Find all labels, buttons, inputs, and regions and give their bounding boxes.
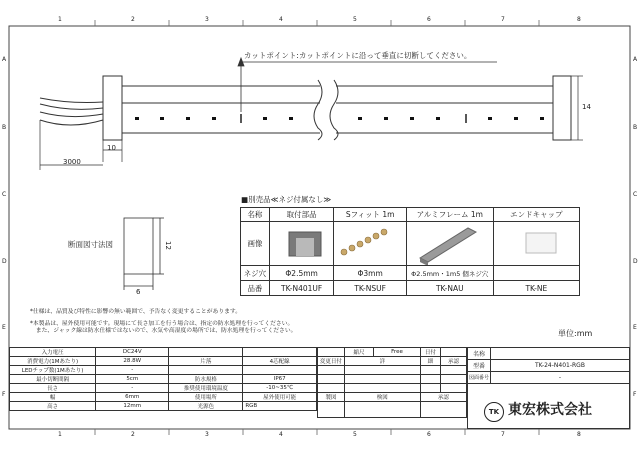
section-height-label: 12 (163, 241, 172, 250)
rev-cell: 変更日付 (318, 357, 345, 366)
rev-cell (441, 348, 467, 357)
rev-cell: 承認 (420, 393, 466, 402)
col-label: 6 (427, 16, 431, 23)
rev-cell: 日付 (420, 348, 440, 357)
spec-cell: 4芯配線 (243, 357, 317, 366)
col-label: 6 (427, 431, 431, 438)
note-line: *仕様は、品質及び特性に影響の無い範囲で、予告なく変更することがあります。 (30, 309, 242, 315)
row-label: D (2, 258, 7, 265)
model-label: 型番 (468, 360, 491, 372)
col-label: 8 (577, 16, 581, 23)
row-label: D (633, 258, 638, 265)
row-label: B (2, 124, 7, 131)
rev-cell: 検図 (344, 393, 420, 402)
dim-cap-label: 10 (107, 144, 116, 152)
col-label: 7 (501, 431, 505, 438)
unit-label: 単位:mm (558, 329, 593, 338)
spec-cell: 推奨使用環境温度 (169, 384, 243, 393)
table-cell: TK-NAU (406, 281, 493, 296)
spec-cell: 5cm (96, 375, 169, 384)
spec-cell: 入力電圧 (10, 348, 96, 357)
row-label: E (633, 324, 637, 331)
spec-cell: 防水規格 (169, 375, 243, 384)
spec-cell: 高さ (10, 402, 96, 411)
note-line: *本製品は、屋外使用可能です。現場にて長さ加工を行う場合は、指定の防水処理を行ってください。 (30, 321, 294, 327)
section-title: 断面図寸法図 (68, 240, 113, 249)
cut-leader (238, 58, 497, 112)
spec-cell: 長さ (10, 384, 96, 393)
accessories-title: ■別売品≪ネジ付属なし≫ (241, 195, 332, 204)
dim-lead-label: 3000 (63, 158, 81, 166)
col-label: 5 (353, 431, 357, 438)
rev-cell: 詳 (344, 357, 420, 366)
led-strip (40, 76, 571, 140)
spec-cell: 6mm (96, 393, 169, 402)
drawing-no-value: - (490, 372, 629, 384)
row-label: A (633, 56, 638, 63)
rev-cell (318, 348, 345, 357)
spec-cell: RGB (243, 402, 317, 411)
spec-cell: 28.8W (96, 357, 169, 366)
section-width-label: 6 (136, 288, 141, 296)
header-cell: 名称 (241, 208, 270, 222)
header-cell: アルミフレーム 1m (406, 208, 493, 222)
spec-cell (169, 348, 243, 357)
table-cell: Φ2.5mm (269, 266, 334, 281)
led-chips (135, 117, 544, 120)
spec-cell: 光源色 (169, 402, 243, 411)
table-cell: TK-NSUF (334, 281, 407, 296)
col-label: 8 (577, 431, 581, 438)
drawing-no-label: 図面番号 (468, 372, 491, 384)
table-cell: TK-NE (493, 281, 579, 296)
row-label: A (2, 56, 7, 63)
spec-cell: LEDチップ数(1Mあたり) (10, 366, 96, 375)
row-label: E (2, 324, 6, 331)
note-line: また、ジャック線は防水仕様ではないので、水気や高湿度の場所では、防水処理を行ってください。 (30, 328, 297, 334)
section-drawing (124, 218, 164, 290)
col-label: 1 (58, 16, 62, 23)
spec-cell: IP67 (243, 375, 317, 384)
col-label: 2 (131, 431, 135, 438)
spec-cell (243, 366, 317, 375)
row-label: F (2, 391, 6, 398)
model-value: TK-24-N401-RGB (490, 360, 629, 372)
spec-cell: 最小切断間隔 (10, 375, 96, 384)
spec-cell: DC24V (96, 348, 169, 357)
rev-cell: 細 (420, 357, 440, 366)
col-label: 3 (205, 16, 209, 23)
header-cell: Sフィット 1m (334, 208, 407, 222)
col-label: 1 (58, 431, 62, 438)
header-cell: エンドキャップ (493, 208, 579, 222)
image-cell (406, 222, 493, 266)
spec-table (9, 347, 317, 411)
company-logo: TK (484, 402, 504, 422)
revision-table (317, 347, 467, 418)
company-name: 東宏株式会社 (508, 402, 592, 418)
cut-point-note: カットポイント:カットポイントに沿って垂直に切断してください。 (244, 51, 472, 60)
dim-height-label: 14 (582, 103, 591, 111)
rev-cell: 縮尺 (344, 348, 374, 357)
row-label: 品番 (241, 281, 270, 296)
spec-cell: - (96, 384, 169, 393)
col-label: 5 (353, 16, 357, 23)
col-label: 4 (279, 431, 283, 438)
spec-cell: - (96, 366, 169, 375)
image-cell (269, 222, 334, 266)
table-cell: Φ3mm (334, 266, 407, 281)
col-label: 2 (131, 16, 135, 23)
spec-cell: 幅 (10, 393, 96, 402)
col-label: 3 (205, 431, 209, 438)
header-cell: 取付部品 (269, 208, 334, 222)
table-cell: TK-N401UF (269, 281, 334, 296)
row-label: B (633, 124, 638, 131)
col-label: 7 (501, 16, 505, 23)
spec-cell: 屋外使用可能 (243, 393, 317, 402)
name-value (490, 348, 629, 360)
table-cell (493, 266, 579, 281)
spec-cell: 片落 (169, 357, 243, 366)
row-label: C (2, 191, 7, 198)
rev-cell: 製図 (318, 393, 345, 402)
spec-cell (169, 366, 243, 375)
row-label: F (633, 391, 637, 398)
col-label: 4 (279, 16, 283, 23)
rev-cell: Free (374, 348, 420, 357)
spec-cell (243, 348, 317, 357)
row-label: 画像 (241, 222, 270, 266)
image-cell (334, 222, 407, 266)
row-label: ネジ穴 (241, 266, 270, 281)
cut-points (241, 114, 466, 123)
spec-cell: 使用場所 (169, 393, 243, 402)
spec-cell: 消費電力(1Mあたり) (10, 357, 96, 366)
row-label: C (633, 191, 638, 198)
table-cell: Φ2.5mm・1m5 個ネジ穴 (406, 266, 493, 281)
name-label: 名称 (468, 348, 491, 360)
accessories-table (240, 207, 580, 296)
image-cell (493, 222, 579, 266)
rev-cell: 承認 (441, 357, 467, 366)
spec-cell: 12mm (96, 402, 169, 411)
spec-cell: -10~35℃ (243, 384, 317, 393)
